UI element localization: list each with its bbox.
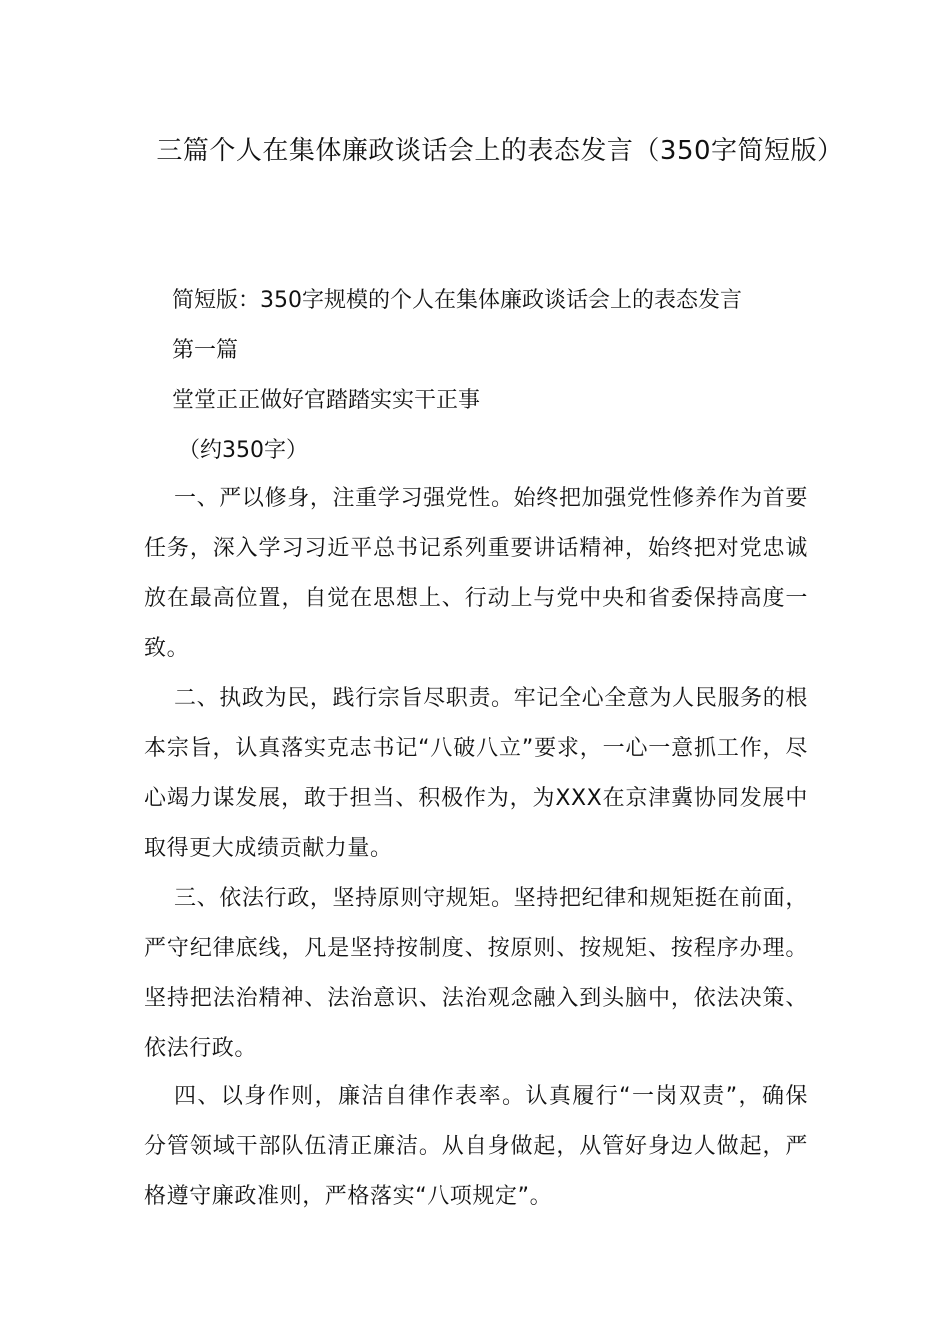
section-label: 第一篇	[172, 338, 239, 363]
word-count-note: （约350字）	[178, 438, 308, 463]
paragraph-2: 二、执政为民，践行宗旨尽职责。牢记全心全意为人民服务的根本宗旨，认真落实克志书记“八破八立”要求，一心一意抓工作，尽心竭力谋发展，敢于担当、积极作为，为XXX在京津冀协同发展中取得更大成绩贡献力量。	[144, 686, 808, 861]
document-subtitle: 简短版：350字规模的个人在集体廉政谈话会上的表态发言	[172, 288, 742, 313]
paragraph-1: 一、严以修身，注重学习强党性。始终把加强党性修养作为首要任务，深入学习习近平总书记系列重要讲话精神，始终把对党忠诚放在最高位置，自觉在思想上、行动上与党中央和省委保持高度一致。	[144, 486, 808, 661]
paragraph-3: 三、依法行政，坚持原则守规矩。坚持把纪律和规矩挺在前面，严守纪律底线，凡是坚持按制度、按原则、按规矩、按程序办理。坚持把法治精神、法治意识、法治观念融入到头脑中，依法决策、依法行政。	[144, 886, 808, 1061]
document-title: 三篇个人在集体廉政谈话会上的表态发言（350字简短版）	[156, 136, 844, 166]
section-heading: 堂堂正正做好官踏踏实实干正事	[172, 388, 481, 413]
paragraph-4: 四、以身作则，廉洁自律作表率。认真履行“一岗双责”，确保分管领域干部队伍清正廉洁。从自身做起，从管好身边人做起，严格遵守廉政准则，严格落实“八项规定”。	[144, 1084, 808, 1209]
